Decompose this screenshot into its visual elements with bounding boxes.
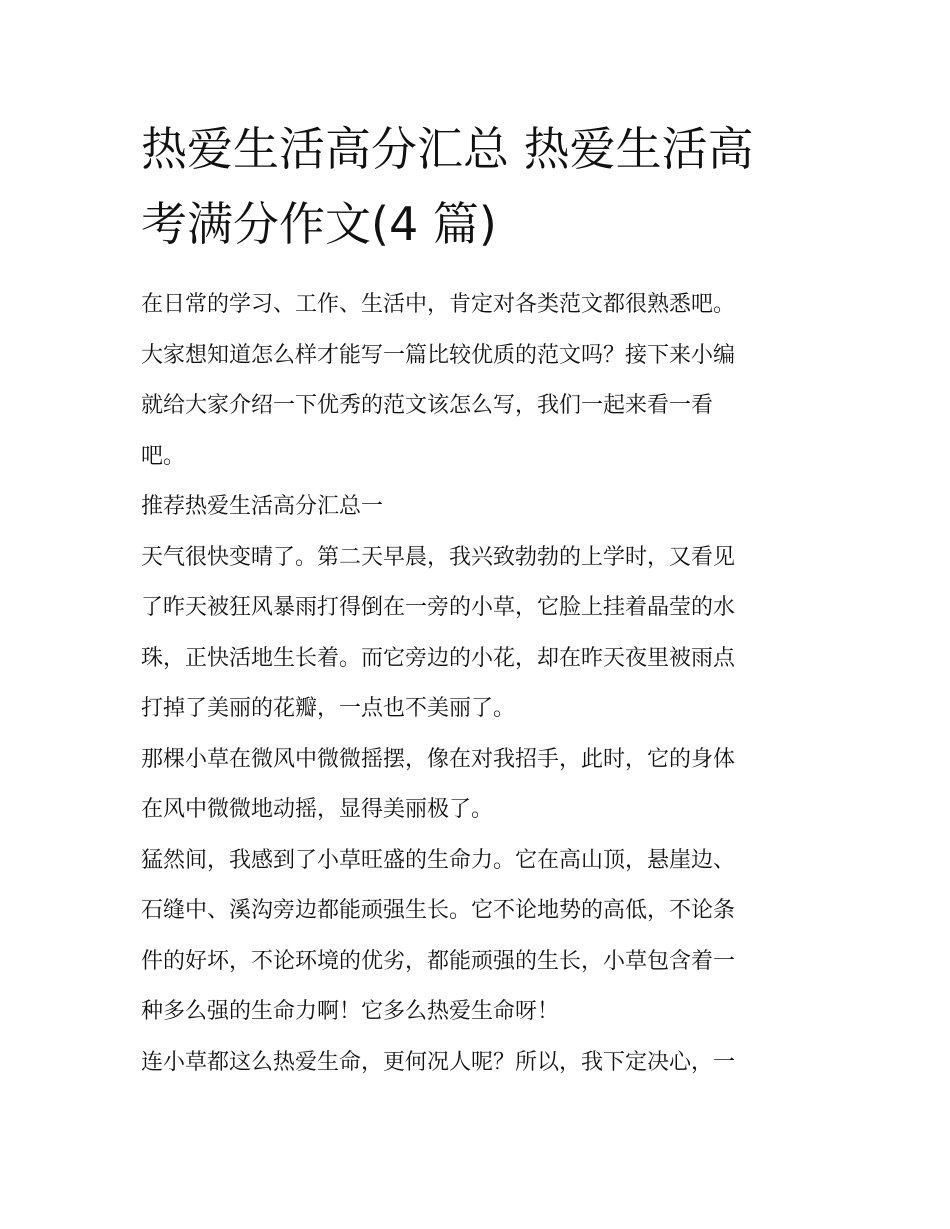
title-line: 考满分作文(4 篇) bbox=[141, 197, 497, 251]
body-line: 在风中微微地动摇，显得美丽极了。 bbox=[141, 797, 494, 822]
body-line: 吧。 bbox=[141, 443, 186, 469]
body-line: 就给大家介绍一下优秀的范文该怎么写，我们一起来看一看 bbox=[141, 393, 714, 418]
document-title bbox=[141, 112, 813, 262]
body-line: 珠，正快活地生长着。而它旁边的小花，却在昨天夜里被雨点 bbox=[141, 645, 736, 671]
body-line: 大家想知道怎么样才能写一篇比较优质的范文吗？接下来小编 bbox=[141, 342, 736, 368]
body-line: 天气很快变晴了。第二天早晨，我兴致勃勃的上学时，又看见 bbox=[141, 544, 736, 570]
body-line: 种多么强的生命力啊！它多么热爱生命呀！ bbox=[141, 999, 560, 1024]
body-line: 连小草都这么热爱生命，更何况人呢？所以，我下定决心，一 bbox=[141, 1049, 736, 1075]
body-line: 件的好坏，不论环境的优劣，都能顽强的生长，小草包含着一 bbox=[141, 948, 736, 974]
section-heading: 推荐热爱生活高分汇总一 bbox=[141, 494, 384, 519]
body-line: 石缝中、溪沟旁边都能顽强生长。它不论地势的高低，不论条 bbox=[141, 898, 736, 923]
document-content bbox=[141, 112, 813, 1088]
document-body bbox=[141, 280, 813, 1088]
body-line: 了昨天被狂风暴雨打得倒在一旁的小草，它脸上挂着晶莹的水 bbox=[141, 595, 736, 620]
body-line: 猛然间，我感到了小草旺盛的生命力。它在高山顶，悬崖边、 bbox=[141, 847, 736, 873]
body-line: 那棵小草在微风中微微摇摆，像在对我招手，此时，它的身体 bbox=[141, 746, 736, 772]
body-line: 打掉了美丽的花瓣，一点也不美丽了。 bbox=[141, 696, 516, 721]
body-line: 在日常的学习、工作、生活中，肯定对各类范文都很熟悉吧。 bbox=[141, 292, 736, 317]
title-spacer bbox=[141, 262, 813, 280]
title-line: 热爱生活高分汇总 热爱生活高 bbox=[141, 122, 754, 176]
